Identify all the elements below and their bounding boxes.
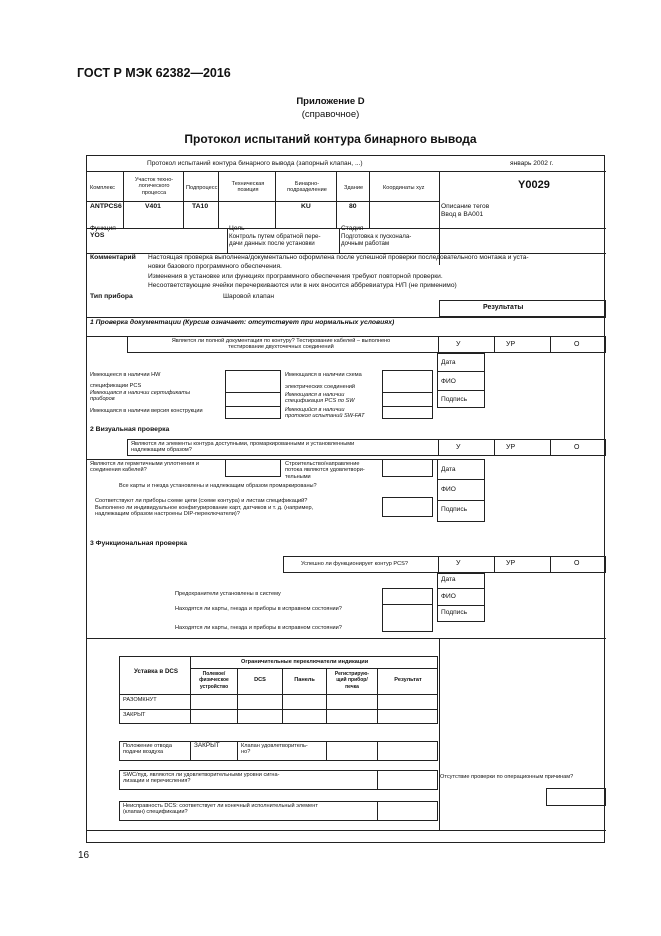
annex-subtitle: (справочное) (301, 109, 360, 120)
col-coords: Координаты xyz (383, 185, 425, 191)
limits-col-panel: Панель (294, 677, 315, 683)
limits-row-open: РАЗОМКНУТ (123, 697, 157, 703)
s3-sign-label: Подпись (441, 609, 468, 616)
protocol-line: Протокол испытаний контура бинарного вывода (запорный клапан, ...) (147, 160, 363, 167)
limits-col-recorder: Регистрирую- щий прибор/ печка (334, 671, 370, 690)
s2-result-ur: УР (506, 444, 516, 451)
tag-id: Y0029 (518, 179, 550, 191)
s1-right-2: электрических соединений (285, 384, 356, 390)
s3-result-ur: УР (506, 560, 516, 567)
goal-value: Контроль путем обратной пере- дачи данных после установки (229, 233, 321, 248)
s1-result-o: О (574, 341, 580, 348)
s2-name-label: ФИО (441, 486, 456, 493)
closed-label: ЗАКРЫТ (194, 742, 220, 749)
col-binary-unit: Бинарно- подразделение (287, 181, 327, 194)
s3-item-3: Находятся ли карты, гнезда и приборы в исправном состоянии? (175, 625, 342, 631)
annex-title: Приложение D (296, 96, 365, 107)
document-header: ГОСТ Р МЭК 62382—2016 (77, 66, 231, 80)
s3-date-label: Дата (441, 576, 456, 583)
section-1-title: 1 Проверка документации (Курсив означает: отсутствует при нормальных условиях) (90, 319, 395, 326)
s2-question-3: Соответствуют ли приборы схеме цепи (схеме контура) и листам спецификаций? Выполнено ли индивидуальное конфигурирование карт, датчиков и т. д. (например, надлежащим образом настроены DIP-переключатели)? (95, 498, 314, 518)
comment-label: Комментарий (90, 254, 136, 261)
section-2-question: Являются ли элементы контура доступными, промаркированными и установленными надлежащим образом? (131, 441, 355, 454)
valve-question: Клапан удовлетворитель- но? (241, 743, 308, 756)
fault-question: Неисправность DCS: соответствует ли конечный исполнительный элемент (клапан) спецификации? (123, 803, 318, 816)
no-check-question: Отсутствие проверки по операционным причинам? (440, 774, 574, 780)
page-title: Протокол испытаний контура бинарного вывода (184, 132, 477, 146)
s2-result-o: О (574, 444, 580, 451)
val-area: V401 (145, 203, 161, 210)
s1-left-4: Имеющаяся в наличии версия конструкции (90, 408, 203, 414)
col-area: Участок техно- логического процесса (134, 177, 174, 196)
s2-right-item: Строительство/направление потока являются удовлетвори- тельными (285, 461, 365, 480)
limits-title: Ограничительные переключатели индикации (241, 659, 369, 665)
page-number: 16 (78, 850, 90, 861)
s2-date-label: Дата (441, 466, 456, 473)
s1-result-y: У (456, 341, 461, 348)
col-complex: Комплекс (90, 185, 115, 191)
tag-description: Описание тегов Ввод в BA001 (441, 203, 490, 218)
s1-right-1: Имеющаяся в наличии схема (285, 372, 362, 378)
limits-col-result: Результат (394, 677, 422, 683)
function-value: YOS (90, 232, 105, 239)
results-label: Результаты (483, 304, 524, 311)
section-3-question: Успешно ли функционирует контур PCS? (301, 561, 408, 567)
limits-col-dcs: DCS (254, 677, 266, 683)
val-binary-unit: KU (301, 203, 311, 210)
swc-question: SWC/пуд. являются ли удовлетворительными уровни сигна- лизации и перечисления? (123, 772, 280, 785)
s3-result-o: О (574, 560, 580, 567)
col-building: Здание (344, 185, 364, 191)
s3-result-y: У (456, 560, 461, 567)
stage-value: Подготовка к пусконала- дочным работам (341, 233, 412, 248)
s1-name-label: ФИО (441, 378, 456, 385)
s1-right-3: Имеющаяся в наличии спецификация PCS по SW (285, 392, 355, 405)
device-type-value: Шаровой клапан (223, 293, 275, 300)
comment-line-3: Изменения в установке или функциях программного обеспечения требуют повторной проверки. (148, 273, 443, 280)
s2-sign-label: Подпись (441, 506, 468, 513)
protocol-date: январь 2002 г. (510, 160, 554, 167)
protocol-form (86, 155, 605, 843)
s1-left-1: Имеющееся в наличии HW (90, 372, 161, 378)
col-subprocess: Подпроцесс (186, 185, 218, 191)
s1-left-3: Имеющаяся в наличии сертификаты приборов (90, 390, 191, 403)
section-1-question: Является ли полной документация по контуру? Тестирование кабелей – выполнено тестирование двухточечных соединений (171, 338, 391, 351)
device-type-label: Тип прибора (90, 293, 133, 300)
col-tech-pos: Техническая позиция (231, 181, 265, 194)
s3-item-2: Находятся ли карты, гнезда и приборы в исправном состоянии? (175, 606, 342, 612)
comment-line-2: новки базового программного обеспечения. (148, 263, 282, 270)
goal-label: Цель (229, 225, 245, 232)
comment-line-4: Несоответствующие ячейки перечеркиваются или в них вносится аббревиатура Н/П (не применимо) (148, 282, 457, 289)
val-subprocess: TA10 (192, 203, 209, 210)
limits-col-field: Полевое/ физическое устройство (199, 671, 229, 690)
s1-result-ur: УР (506, 341, 516, 348)
limits-row-closed: ЗАКРЫТ (123, 712, 146, 718)
comment-line-1: Настоящая проверка выполнена/документально оформлена после успешной проверки последовательного монтажа и уста- (148, 254, 529, 261)
stage-label: Стадия (341, 225, 364, 232)
section-3-title: 3 Функциональная проверка (90, 540, 187, 547)
limits-dcs-label: Уставка в DCS (134, 668, 179, 675)
s2-result-y: У (456, 444, 461, 451)
s1-date-label: Дата (441, 359, 456, 366)
val-complex: ANTPCS6 (90, 203, 122, 210)
s2-left-item: Являются ли герметичными уплотнения и соединения кабелей? (90, 461, 200, 474)
section-2-title: 2 Визуальная проверка (90, 426, 170, 433)
s1-left-2: спецификации PCS (90, 383, 142, 389)
supply-position: Положение отвода подачи воздуха (123, 743, 172, 756)
val-building: 80 (349, 203, 357, 210)
s3-name-label: ФИО (441, 593, 456, 600)
s1-right-4: Имеющийся в наличии протокол испытаний SW-FAT (285, 407, 365, 420)
s1-sign-label: Подпись (441, 396, 468, 403)
s3-item-1: Предохранители установлены в систему (175, 591, 281, 597)
function-label: Функция (90, 225, 116, 232)
s2-question-2: Все карты и гнезда установлены и надлежащим образом промаркированы? (119, 483, 317, 489)
